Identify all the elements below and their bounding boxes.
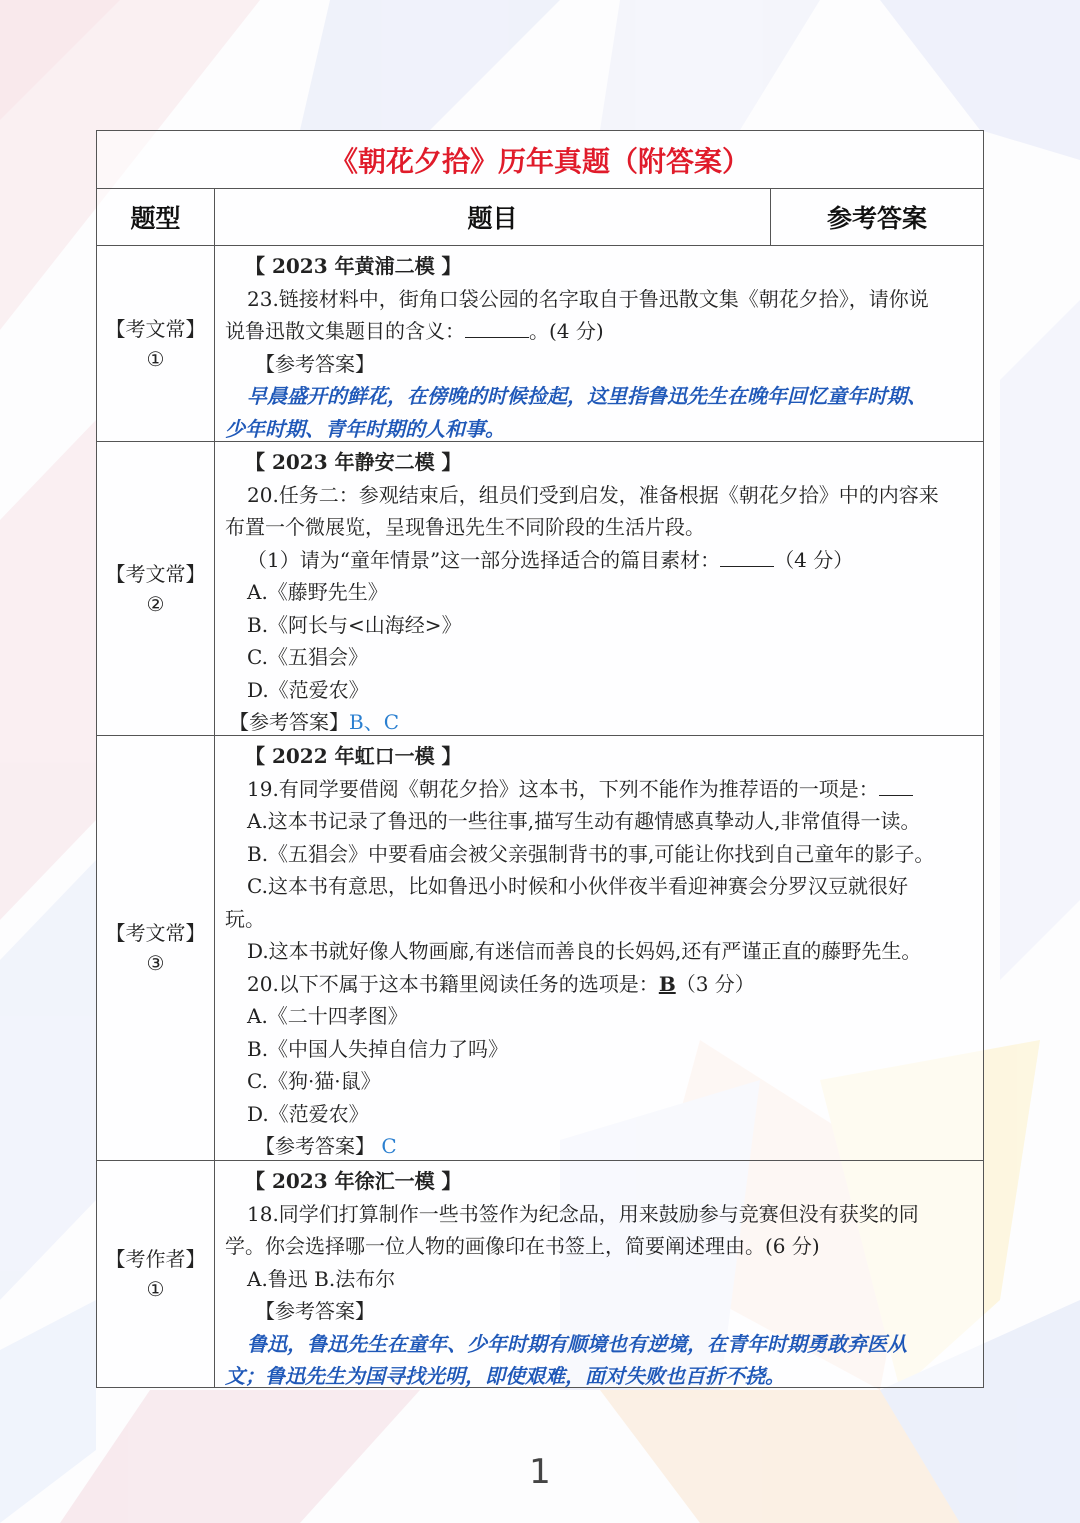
exam-source: 【 2022 年虹口一模 】 bbox=[245, 744, 462, 768]
question-text: 20.任务二：参观结束后，组员们受到启发，准备根据《朝花夕拾》中的内容来 bbox=[247, 482, 939, 507]
filled-answer: B bbox=[658, 971, 676, 996]
type-number: ① bbox=[146, 346, 165, 371]
answer-label: 【参考答案】 bbox=[255, 1299, 375, 1323]
question-text: 23.链接材料中，街角口袋公园的名字取自于鲁迅散文集《朝花夕拾》，请你说 bbox=[247, 286, 929, 311]
question-text-cont: 布置一个微展览，呈现鲁迅先生不同阶段的生活片段。 bbox=[225, 515, 705, 539]
answer-label: 【参考答案】 bbox=[255, 1134, 375, 1158]
answer-text: 早晨盛开的鲜花，在傍晚的时候捡起，这里指鲁迅先生在晚年回忆童年时期、 bbox=[247, 384, 927, 408]
option-c: C.《五猖会》 bbox=[247, 645, 368, 669]
type-number: ② bbox=[146, 591, 165, 616]
table-row bbox=[97, 442, 983, 736]
question-content bbox=[215, 736, 983, 1160]
question-text-cont: 说鲁迅散文集题目的含义： 。(4 分) bbox=[225, 319, 604, 343]
answer-text-cont: 文；鲁迅先生为国寻找光明，即使艰难，面对失败也百折不挠。 bbox=[225, 1364, 785, 1388]
table-row bbox=[97, 736, 983, 1161]
option-b: B.《阿长与<山海经>》 bbox=[247, 612, 462, 637]
exam-source: 【 2023 年黄浦二模 】 bbox=[245, 254, 462, 278]
type-number: ③ bbox=[146, 951, 165, 975]
option-b: B.《五猖会》中要看庙会被父亲强制背书的事,可能让你找到自己童年的影子。 bbox=[247, 841, 935, 866]
option-a: A.这本书记录了鲁迅的一些往事,描写生动有趣情感真挚动人,非常值得一读。 bbox=[247, 809, 921, 833]
header-answer: 参考答案 bbox=[826, 204, 927, 233]
table-header bbox=[97, 189, 983, 246]
option-a: A.《藤野先生》 bbox=[247, 580, 388, 604]
answer-line bbox=[225, 1130, 973, 1163]
answer-text-cont: 少年时期、青年时期的人和事。 bbox=[225, 416, 505, 441]
question-type bbox=[97, 1161, 215, 1387]
exam-table bbox=[96, 130, 984, 1388]
answer-blank bbox=[465, 319, 529, 338]
option-c: C.《狗·猫·鼠》 bbox=[247, 1069, 381, 1093]
question-content bbox=[215, 442, 983, 735]
document-title: 《朝花夕拾》历年真题（附答案） bbox=[97, 131, 983, 189]
option-d: D.《范爱农》 bbox=[247, 1101, 369, 1126]
question-type bbox=[97, 442, 215, 735]
question-content bbox=[215, 1161, 983, 1387]
answer-blank bbox=[879, 777, 913, 796]
question-text: 19.有同学要借阅《朝花夕拾》这本书，下列不能作为推荐语的一项是： bbox=[225, 773, 973, 806]
answer-line bbox=[225, 706, 973, 739]
answer-value: C bbox=[381, 1134, 397, 1158]
type-label: 【考文常】 bbox=[105, 561, 206, 586]
option-a: A.《二十四孝图》 bbox=[247, 1004, 408, 1028]
question-type bbox=[97, 736, 215, 1160]
options: A.鲁迅 B.法布尔 bbox=[247, 1266, 396, 1291]
type-label: 【考作者】 bbox=[105, 1247, 206, 1271]
question-text-cont: 学。你会选择哪一位人物的画像印在书签上，简要阐述理由。(6 分) bbox=[225, 1234, 820, 1258]
header-question: 题目 bbox=[215, 189, 771, 245]
exam-source: 【 2023 年徐汇一模 】 bbox=[245, 1169, 462, 1193]
type-number: ① bbox=[146, 1277, 165, 1301]
type-label: 【考文常】 bbox=[105, 316, 206, 341]
question-content bbox=[215, 246, 983, 441]
answer-value: B、C bbox=[349, 710, 399, 734]
question-type bbox=[97, 246, 215, 441]
option-c: C.这本书有意思，比如鲁迅小时候和小伙伴夜半看迎神赛会分罗汉豆就很好 bbox=[247, 874, 908, 898]
page-number: 1 bbox=[529, 1452, 551, 1492]
answer-label: 【参考答案】 bbox=[229, 710, 349, 734]
answer-label: 【参考答案】 bbox=[255, 351, 375, 376]
answer-text: 鲁迅，鲁迅先生在童年、少年时期有顺境也有逆境，在青年时期勇敢弃医从 bbox=[247, 1331, 907, 1356]
exam-source: 【 2023 年静安二模 】 bbox=[245, 450, 462, 474]
header-type: 题型 bbox=[97, 189, 215, 245]
option-d: D.《范爱农》 bbox=[247, 677, 369, 702]
option-b: B.《中国人失掉自信力了吗》 bbox=[247, 1036, 509, 1061]
answer-blank bbox=[720, 548, 774, 567]
table-row bbox=[97, 246, 983, 442]
table-row bbox=[97, 1161, 983, 1387]
question-text: 18.同学们打算制作一些书签作为纪念品，用来鼓励参与竞赛但没有获奖的同 bbox=[247, 1201, 919, 1226]
sub-question: （1）请为“童年情景”这一部分选择适合的篇目素材： （4 分） bbox=[247, 547, 854, 572]
option-c-cont: 玩。 bbox=[225, 906, 265, 931]
question-text-2: 20.以下不属于这本书籍里阅读任务的选项是：B（3 分） bbox=[247, 971, 755, 996]
type-label: 【考文常】 bbox=[105, 921, 206, 945]
option-d: D.这本书就好像人物画廊,有迷信而善良的长妈妈,还有严谨正直的藤野先生。 bbox=[247, 939, 922, 963]
